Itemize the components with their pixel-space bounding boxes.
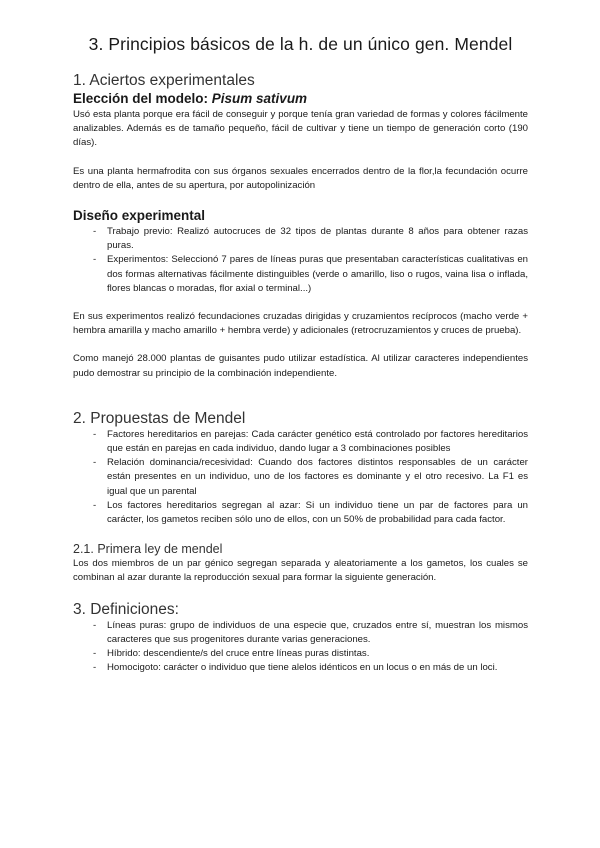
subheading-experimental-design: Diseño experimental (73, 208, 206, 224)
species-name: Pisum sativum (211, 91, 308, 106)
section-3-heading: 3. Definiciones: (73, 600, 179, 618)
list-item: - Homocigoto: carácter o individuo que tiene alelos idénticos en un locus o en más de un loci. (93, 661, 528, 675)
section-2-heading: 2. Propuestas de Mendel (73, 409, 246, 427)
paragraph-model-reasons: Usó esta planta porque era fácil de conseguir y porque tenía gran variedad de formas y colores fácilmente analizables. Además es de tamaño pequeño, fácil de cultivar y tiene un tiempo de generación corto (190 días). (73, 109, 528, 149)
document-page (73, 34, 528, 675)
section-1-heading: 1. Aciertos experimentales (73, 72, 255, 89)
paragraph-statistics: Como manejó 28.000 plantas de guisantes pudo utilizar estadística. Al utilizar caracteres independientes pudo demostrar su principio de la combinación independiente. (73, 353, 528, 379)
paragraph-first-law: Los dos miembros de un par génico segregan separada y aleatoriamente a los gametos, los cuales se combinan al azar durante la reproducción sexual para formar la siguiente generación. (73, 558, 528, 584)
design-list (73, 225, 528, 296)
list-item: - Trabajo previo: Realizó autocruces de 32 tipos de plantas durante 8 años para obtener razas puras. (93, 225, 528, 253)
section-2-1-heading: 2.1. Primera ley de mendel (73, 542, 223, 557)
list-item: - Híbrido: descendiente/s del cruce entre líneas puras distintas. (93, 647, 528, 661)
list-item: - Relación dominancia/recesividad: Cuando dos factores distintos responsables de un carácter están presentes en un individuo, uno de los factores es dominante y el otro recesivo. La F1 es igual que un parental (93, 456, 528, 499)
list-item: - Los factores hereditarios segregan al azar: Si un individuo tiene un par de factores para un carácter, los gametos reciben sólo uno de ellos, con un 50% de probabilidad para cada factor. (93, 499, 528, 527)
definitions-list (73, 619, 528, 676)
subheading-model-prefix: Elección del modelo: (73, 91, 212, 106)
list-item: - Factores hereditarios en parejas: Cada carácter genético está controlado por factores hereditarios que están en parejas en cada individuo, dando lugar a 3 combinaciones posibles (93, 428, 528, 456)
paragraph-hermaphrodite: Es una planta hermafrodita con sus órganos sexuales encerrados dentro de la flor,la fecundación ocurre dentro de ella, antes de su apertura, por autopolinización (73, 165, 528, 191)
page-title: 3. Principios básicos de la h. de un único gen. Mendel (88, 34, 513, 54)
subheading-model-choice (73, 90, 528, 108)
list-item: - Líneas puras: grupo de individuos de una especie que, cruzados entre sí, muestran los mismos caracteres que sus progenitores durante varias generaciones. (93, 619, 528, 647)
list-item: - Experimentos: Seleccionó 7 pares de líneas puras que presentaban características cualitativas en dos formas alternativas fácilmente distinguibles (verde o amarillo, liso o rugos, vaina lisa o inflada, flores blancas o moradas, flor axial o terminal...) (93, 253, 528, 296)
proposals-list (73, 428, 528, 527)
paragraph-crosses: En sus experimentos realizó fecundaciones cruzadas dirigidas y cruzamientos recíprocos (macho verde + hembra amarilla y macho amarillo + hembra verde) y adicionales (retrocruzamientos y cruces de prueba). (73, 311, 528, 337)
